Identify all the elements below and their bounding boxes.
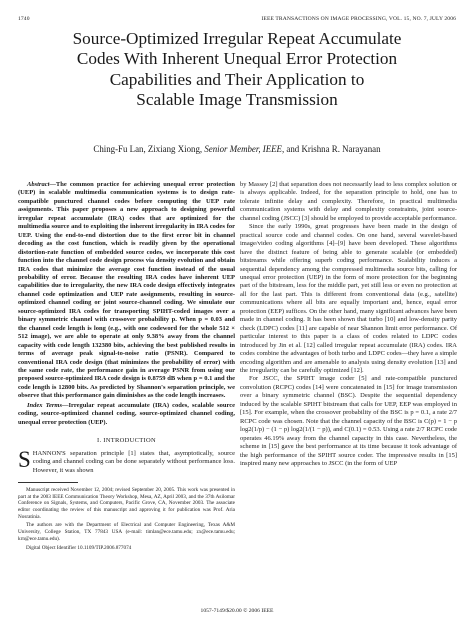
journal-header: IEEE TRANSACTIONS ON IMAGE PROCESSING, VOL. 15, NO. 7, JULY 2006 <box>261 16 456 22</box>
title-line: Scalable Image Transmission <box>136 89 338 109</box>
author-name: Ching-Fu Lan, <box>93 144 146 154</box>
author-list <box>0 144 474 154</box>
index-terms <box>18 402 235 427</box>
body-paragraph: For JSCC, the SPIHT image coder [5] and rate-compatible punctured convolution (RCPC) codes [14] were concatenated in [15] for image transmission over a binary symmetric channel (BSC). Despite the sequential dependency induced by the scalable SPIHT bitstream that calls for UEP, EEP was employed in [15]. For example, when the crossover probability of the BSC is p = 0.1, a rate 2/7 RCPC code was chosen. Note that the channel capacity of the BSC is C(p) = 1 − p log2(1/p) − (1 − p) log2(1/(1 − p)), and C(0.1) = 0.53. Using a rate 2/7 RCPC code operates 46.19% away from the channel capacity in this case. Nevertheless, the scheme in [15] gave the best performance at its time because it took advantage of the high performance of the SPIHT source coder. The impressive results in [15] inspired many new approaches to JSCC (in the form of UEP <box>240 375 457 467</box>
copyright-footer: 1057-7149/$20.00 © 2006 IEEE <box>200 608 274 614</box>
page-number: 1740 <box>18 16 30 22</box>
title-line: Codes With Inherent Unequal Error Protection <box>76 49 398 69</box>
author-name: Zixiang Xiong, <box>147 144 203 154</box>
right-column <box>240 181 457 468</box>
drop-cap: S <box>18 446 31 472</box>
paper-title <box>0 29 474 110</box>
index-terms-text: Irregular repeat accumulate (IRA) codes, scalable source coding, source-optimized channel coding, source-optimized channel coding, unequal error protection (UEP). <box>18 401 236 426</box>
left-column <box>18 181 235 553</box>
footnotes <box>18 487 235 551</box>
intro-paragraph <box>18 446 235 475</box>
section-heading: I. INTRODUCTION <box>96 437 157 445</box>
abstract-label: Abstract— <box>27 181 56 188</box>
title-line: Capabilities and Their Application to <box>109 69 365 89</box>
body-paragraph: by Massey [2] that separation does not necessarily lead to less complex solution or is always applicable. Indeed, for the separation principle to hold, one has to tolerate infinite delay and complexity. Therefore, in practical multimedia communication systems with delay and complexity constraints, joint source-channel coding (JSCC) [3] should be employed to provide acceptable performance. <box>240 181 457 222</box>
index-terms-label: Index Terms— <box>27 401 69 409</box>
footnote-doi: Digital Object Identifier 10.1109/TIP.2006.877074 <box>26 544 132 551</box>
title-line: Source-Optimized Irregular Repeat Accumulate <box>72 29 402 48</box>
footnote-authors: The authors are with the Department of Electrical and Computer Engineering, Texas A&M University, College Station, TX 77843 USA (e-mail: timlan@ece.tamu.edu; zx@ece.tamu.edu; krn@ece.tamu.edu). <box>18 522 235 542</box>
abstract <box>18 181 235 401</box>
author-name: and Krishna R. Narayanan <box>286 144 381 154</box>
body-paragraph: Since the early 1990s, great progresses have been made in the design of practical source code and channel codes. On one hand, several wavelet-based image/video coding algorithms [4]–[9] have been developed. These algorithms have the distinct feature of being able to generate scalable (or embedded) bitstreams while offering superb coding performance. Scalability induces a sequential dependency among the compressed multimedia source bits, calling for unequal error protection (UEP) in the form of more protection for the beginning part of the bitstream, less for the middle part, yet still less or even no protection at all for the last part. This is different from conventional data (e.g., satellite) communications where all bits are equally important and, hence, equal error protection (EEP) suffices. On the other hand, many significant advances have been made in channel coding. It has been shown that turbo [10] and low-density parity check (LDPC) codes [11] are capable of near Shannon limit error performance. Of particular interest to this paper is a class of codes related to LDPC codes introduced by Jin et al. [12] called irregular repeat accumulate (IRA) codes. IRA codes combine the advantages of both turbo and LDPC codes—they have a simple encoding algorithm and are amenable to analysis using density evolution [13] and the irregularity can be carefully optimized [12]. <box>240 223 457 374</box>
footnote-manuscript: Manuscript received November 12, 2004; revised September 20, 2005. This work was presented in part at the 2003 IEEE Communication Theory Workshop, Mesa, AZ, April 2003, and the 37th Asilomar Conference on Signals, Systems, and Computers, Pacific Grove, CA, November 2003. The associate editor coordinating the review of this manuscript and approving it for publication was Prof. Aria Nosratinia. <box>18 486 235 520</box>
intro-text: HANNON'S separation principle [1] states that, asymptotically, source coding and channel coding can be done separately without performance loss. However, it was shown <box>32 449 235 474</box>
abstract-text: The common practice for achieving unequal error protection (UEP) in scalable multimedia communication systems is to design rate-compatible punctured channel codes before computing the UEP rate assignments. This paper proposes a new approach to designing powerful irregular repeat accumulate (IRA) codes that are optimized for the multimedia source and to exploiting the inherent irregularity in IRA codes for UEP. Using the end-to-end distortion due to the first error bit in channel decoding as the cost function, which is readily given by the operational distortion-rate function of embedded source codes, we incorporate this cost function into the channel code design process via density evolution and obtain IRA codes that minimize the average cost function instead of the usual probability of error. Because the resulting IRA codes have inherent UEP capabilities due to irregularity, the new IRA code design effectively integrates channel code optimization and UEP rate assignments, resulting in source-optimized channel coding or joint source-channel coding. We simulate our source-optimized IRA codes for transporting SPIHT-coded images over a binary symmetric channel with crossover probability p. When p = 0.03 and the channel code length is long (e.g., with one codeword for the whole 512 × 512 image), we are able to operate at only 9.38% away from the channel capacity with code length 132380 bits, achieving the best published results in terms of average peak signal-to-noise ratio (PSNR). Compared to conventional IRA code design (that minimizes the probability of error) with the same code rate, the performance gain in average PSNR from using our proposed source-optimized IRA code design is 0.8759 dB when p = 0.1 and the code length is 12800 bits. As predicted by Shannon's separation principle, we observe that this performance gain diminishes as the code length increases. <box>18 181 235 400</box>
footnote-divider <box>18 482 78 483</box>
author-role: Senior Member, IEEE, <box>204 144 285 154</box>
